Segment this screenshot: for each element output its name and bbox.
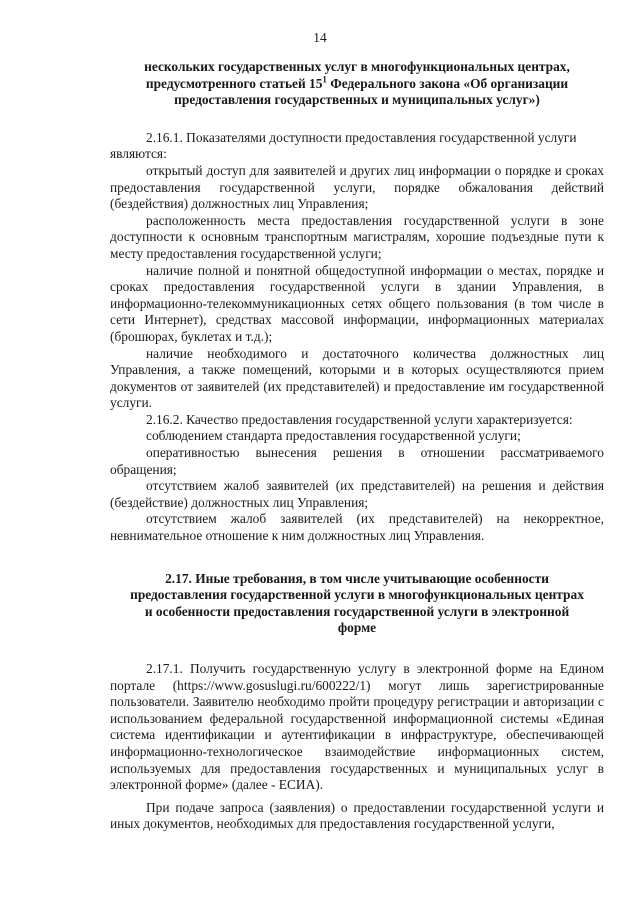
heading-line: 2.17. Иные требования, в том числе учитывающие особенности	[165, 570, 549, 586]
heading-line: и особенности предоставления государственной услуги в электронной	[144, 603, 570, 619]
list-item: расположенность места предоставления государственной услуги в зоне доступности к основным транспортным магистралям, хорошие подъездные пути к месту предоставления государственной услуги;	[110, 212, 604, 261]
list-item: наличие необходимого и достаточного количества должностных лиц Управления, а также помещений, которыми и в которых осуществляются прием документов от заявителей (их представителей) и предоставление им государственной услуги.	[110, 345, 604, 411]
heading-continuation	[110, 59, 604, 109]
heading-line: предоставления государственной услуги в многофункциональных центрах	[130, 587, 584, 603]
section-2-17-1	[110, 661, 604, 833]
paragraph: При подаче запроса (заявления) о предоставлении государственной услуги и иных документов, необходимых для предоставления государственной услуги,	[110, 799, 604, 832]
heading-text: предусмотренного статьей 15	[145, 75, 323, 91]
list-item: открытый доступ для заявителей и других лиц информации о порядке и сроках предоставления государственной услуги, порядке обжалования действий (бездействия) должностных лиц Управления;	[110, 162, 604, 212]
paragraph: 2.17.1. Получить государственную услугу в электронной форме на Едином портале (https://www.gosuslugi.ru/600222/1) могут лишь зарегистрированные пользователи. Заявителю необходимо пройти процедуру регистрации и авторизации с использованием федеральной государственной информационной системы «Единая система идентификации и аутентификации в инфраструктуре, обеспечивающей информационно-технологическое взаимодействие информационных систем, используемых для предоставления государственных и муниципальных услуг в электронной форме» (далее - ЕСИА).	[110, 661, 604, 793]
page-content	[110, 59, 604, 833]
list-item: оперативностью вынесения решения в отношении рассматриваемого обращения;	[110, 445, 604, 477]
list-item: наличие полной и понятной общедоступной информации о местах, порядке и сроках предоставления государственной услуги в здании Управления, в информационно-телекоммуникационных сетях общего пользования (в том числе в сети Интернет), средствах массовой информации, информационных материалах (брошюрах, буклетах и т.д.);	[110, 262, 604, 344]
list-item: отсутствием жалоб заявителей (их представителей) на решения и действия (бездействие) должностных лиц Управления;	[110, 478, 604, 510]
list-item: отсутствием жалоб заявителей (их представителей) на некорректное, невнимательное отношение к ним должностных лиц Управления.	[110, 511, 604, 544]
list-item: соблюдением стандарта предоставления государственной услуги;	[146, 428, 521, 444]
section-2-16-1	[110, 130, 604, 412]
paragraph	[110, 130, 604, 163]
heading-line: форме	[337, 620, 377, 636]
paragraph-text: являются:	[110, 146, 167, 162]
section-2-16-2	[110, 412, 604, 545]
heading-line	[110, 76, 604, 93]
superscript: 1	[322, 74, 327, 85]
heading-text: Федерального закона «Об организации	[326, 75, 569, 91]
heading-line: нескольких государственных услуг в многофункциональных центрах,	[144, 59, 570, 74]
page-number: 14	[313, 30, 327, 45]
section-heading-2-17	[110, 571, 604, 637]
heading-line: предоставления государственных и муниципальных услуг»)	[174, 92, 540, 108]
paragraph-text: 2.16.1. Показателями доступности предоставления государственной услуги	[146, 129, 577, 145]
paragraph: 2.16.2. Качество предоставления государственной услуги характеризуется:	[146, 411, 573, 427]
